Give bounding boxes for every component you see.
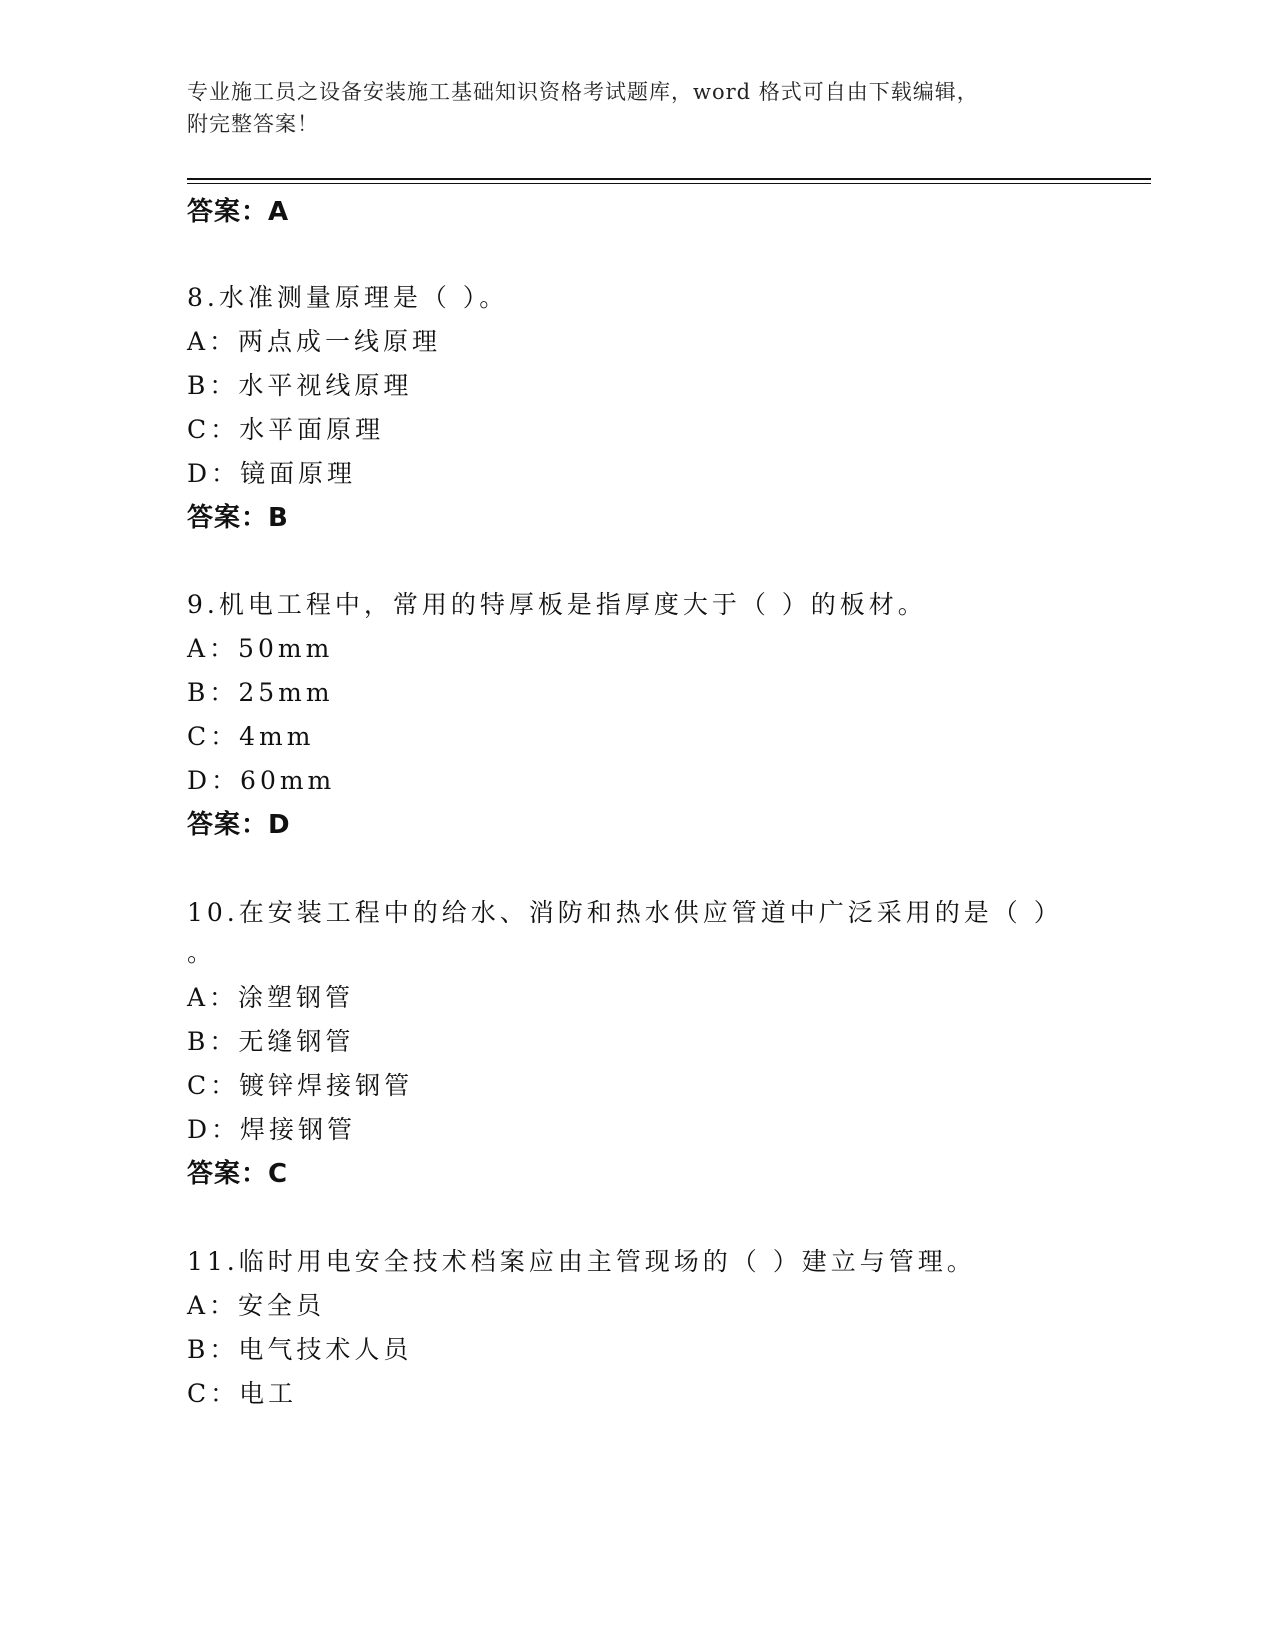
- document-header: [187, 76, 1067, 140]
- option-c: C：电工: [187, 1379, 298, 1408]
- header-rule-thin: [187, 183, 1151, 184]
- answer-line: 答案：A: [187, 197, 290, 227]
- question-stem: 9.机电工程中，常用的特厚板是指厚度大于（ ）的板材。: [187, 590, 927, 619]
- header-line-2: 附完整答案！: [187, 112, 319, 136]
- header-rule-thick: [187, 178, 1151, 180]
- option-a: A：安全员: [187, 1291, 326, 1320]
- answer-line: 答案：C: [187, 1159, 289, 1189]
- option-b: B：无缝钢管: [187, 1027, 355, 1056]
- option-c: C：4mm: [187, 722, 315, 751]
- option-d: D：镜面原理: [187, 459, 357, 488]
- option-d: D：焊接钢管: [187, 1115, 357, 1144]
- option-a: A：涂塑钢管: [187, 983, 355, 1012]
- option-a: A：50mm: [187, 634, 334, 663]
- option-c: C：镀锌焊接钢管: [187, 1071, 414, 1100]
- option-b: B：电气技术人员: [187, 1335, 413, 1364]
- question-stem: 11.临时用电安全技术档案应由主管现场的（ ）建立与管理。: [187, 1247, 976, 1276]
- option-b: B：25mm: [187, 678, 334, 707]
- question-stem: 10.在安装工程中的给水、消防和热水供应管道中广泛采用的是（ ）: [187, 898, 1063, 927]
- option-a: A：两点成一线原理: [187, 327, 442, 356]
- option-d: D：60mm: [187, 766, 336, 795]
- header-line-1: 专业施工员之设备安装施工基础知识资格考试题库，word 格式可自由下载编辑，: [187, 80, 979, 104]
- option-c: C：水平面原理: [187, 415, 385, 444]
- question-stem-continuation: 。: [187, 938, 217, 967]
- question-stem: 8.水准测量原理是（ ）。: [187, 283, 509, 312]
- answer-line: 答案：B: [187, 503, 289, 533]
- answer-line: 答案：D: [187, 810, 291, 840]
- option-b: B：水平视线原理: [187, 371, 413, 400]
